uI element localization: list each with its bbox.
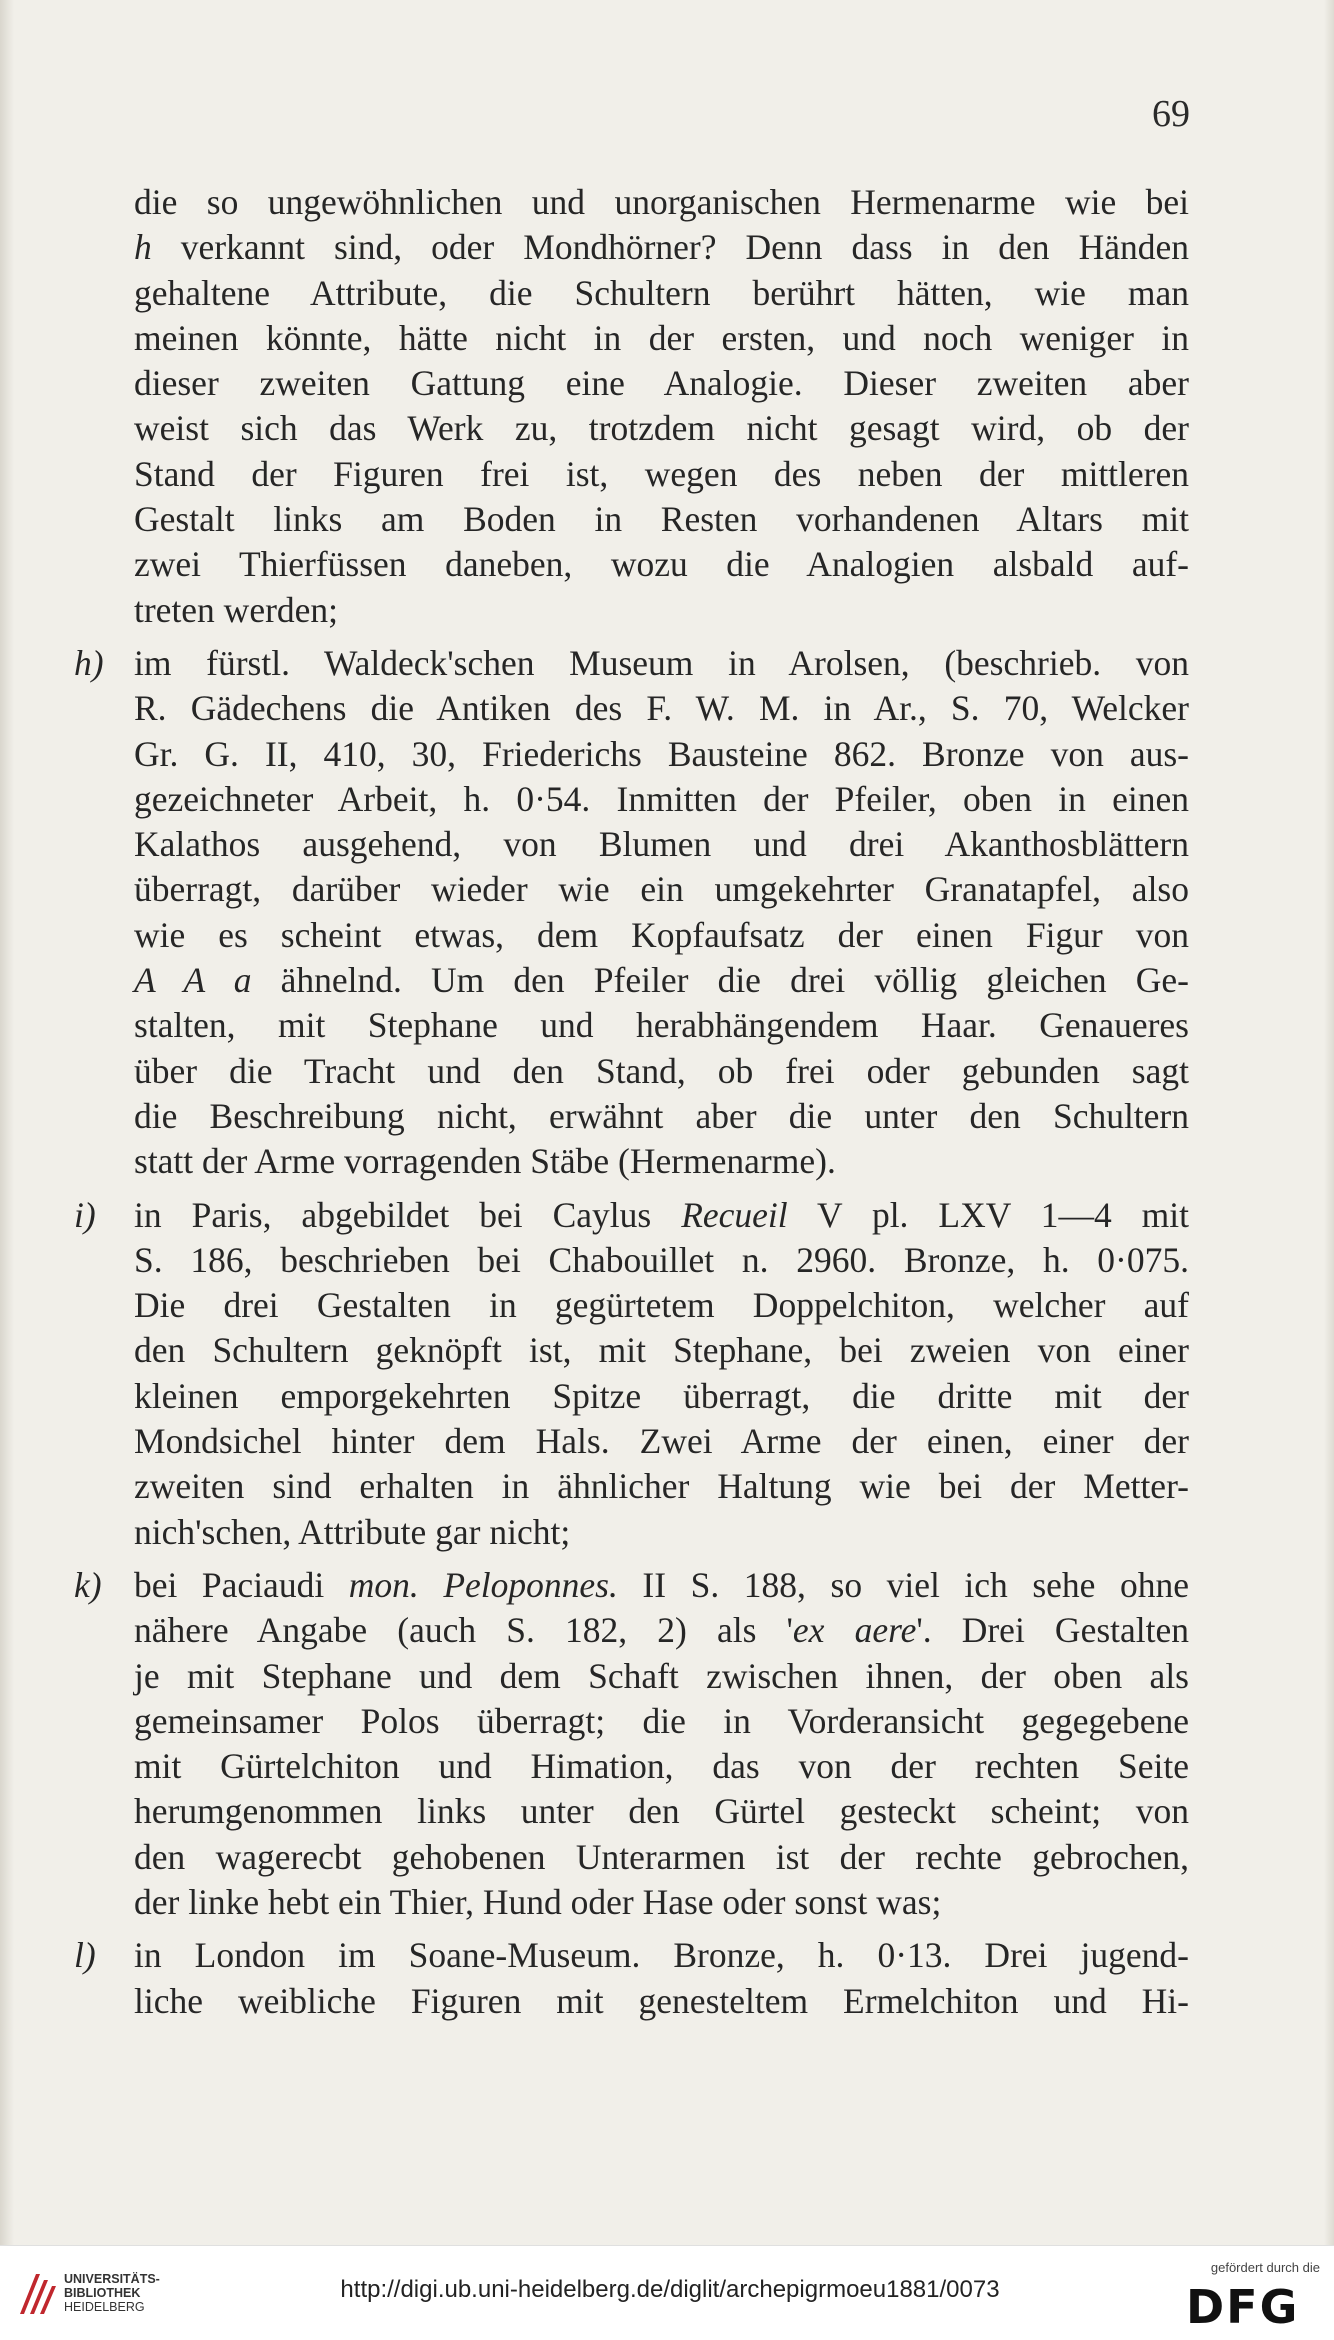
text-segment: überragt, darüber wieder wie ein umgekehrter Granatapfel, also bbox=[134, 869, 1189, 910]
text-segment: V pl. LXV 1—4 mit bbox=[787, 1194, 1189, 1235]
italic-text: ex aere bbox=[792, 1610, 917, 1651]
text-line bbox=[134, 180, 1189, 225]
text-segment: nähere Angabe (auch S. 182, 2) als ' bbox=[134, 1610, 793, 1651]
text-line bbox=[134, 588, 1189, 633]
text-segment: den Schultern geknöpft ist, mit Stephane, bei zweien von einer bbox=[134, 1330, 1189, 1371]
text-segment: in Paris, abgebildet bei Caylus bbox=[134, 1194, 682, 1235]
text-line bbox=[134, 686, 1189, 731]
library-name-line-3: HEIDELBERG bbox=[64, 2300, 145, 2314]
italic-text: Recueil bbox=[681, 1194, 788, 1235]
text-segment: S. 186, beschrieben bei Chabouillet n. 2960. Bronze, h. 0·075. bbox=[134, 1239, 1189, 1280]
text-segment: liche weibliche Figuren mit genesteltem Ermelchiton und Hi- bbox=[134, 1980, 1189, 2021]
text-segment: statt der Arme vorragenden Stäbe (Hermenarme). bbox=[134, 1141, 836, 1182]
text-line bbox=[134, 732, 1189, 777]
text-segment: stalten, mit Stephane und herabhängendem Haar. Genaueres bbox=[134, 1005, 1189, 1046]
text-line bbox=[134, 1049, 1189, 1094]
page-edge-shadow bbox=[1324, 0, 1334, 2245]
text-line bbox=[134, 1789, 1189, 1834]
entry-gap bbox=[134, 1185, 1189, 1193]
text-line bbox=[74, 1933, 1189, 1978]
text-line bbox=[134, 822, 1189, 867]
text-line bbox=[134, 913, 1189, 958]
text-segment: Die drei Gestalten in gegürtetem Doppelchiton, welcher auf bbox=[134, 1285, 1189, 1326]
page-spine-shadow bbox=[0, 0, 14, 2245]
library-name bbox=[64, 2272, 160, 2314]
text-segment: Kalathos ausgehend, von Blumen und drei Akanthosblättern bbox=[134, 824, 1189, 865]
text-line bbox=[134, 1328, 1189, 1373]
text-segment: gemeinsamer Polos überragt; die in Vorderansicht gegegebene bbox=[134, 1700, 1189, 1741]
text-line bbox=[134, 1699, 1189, 1744]
library-name-line-1: UNIVERSITÄTS- bbox=[64, 2272, 160, 2286]
text-segment: im fürstl. Waldeck'schen Museum in Arolsen, (beschrieb. von bbox=[134, 642, 1189, 683]
text-line bbox=[134, 1979, 1189, 2024]
entry-gap bbox=[134, 1925, 1189, 1933]
entry-gap bbox=[134, 633, 1189, 641]
text-line bbox=[134, 1464, 1189, 1509]
text-line bbox=[134, 271, 1189, 316]
text-segment: die Beschreibung nicht, erwähnt aber die unter den Schultern bbox=[134, 1095, 1189, 1136]
text-segment: in London im Soane-Museum. Bronze, h. 0·13. Drei jugend- bbox=[134, 1935, 1189, 1976]
text-line bbox=[134, 1238, 1189, 1283]
entry-marker: k) bbox=[74, 1564, 102, 1605]
text-segment: Stand der Figuren frei ist, wegen des neben der mittleren bbox=[134, 453, 1189, 494]
text-segment: zwei Thierfüssen daneben, wozu die Analogien alsbald auf- bbox=[134, 544, 1189, 585]
entry-marker: i) bbox=[74, 1194, 96, 1235]
text-line bbox=[134, 406, 1189, 451]
text-segment: Mondsichel hinter dem Hals. Zwei Arme der einen, einer der bbox=[134, 1421, 1189, 1462]
text-line bbox=[134, 1283, 1189, 1328]
text-line bbox=[134, 361, 1189, 406]
text-line bbox=[134, 1744, 1189, 1789]
text-line bbox=[134, 1139, 1189, 1184]
text-segment: verkannt sind, oder Mondhörner? Denn dass in den Händen bbox=[151, 227, 1189, 268]
text-line bbox=[74, 1193, 1189, 1238]
text-segment: gehaltene Attribute, die Schultern berührt hätten, wie man bbox=[134, 272, 1189, 313]
text-segment: je mit Stephane und dem Schaft zwischen ihnen, der oben als bbox=[134, 1655, 1189, 1696]
text-segment: herumgenommen links unter den Gürtel gesteckt scheint; von bbox=[134, 1791, 1189, 1832]
text-segment: gezeichneter Arbeit, h. 0·54. Inmitten der Pfeiler, oben in einen bbox=[134, 778, 1189, 819]
text-line bbox=[134, 958, 1189, 1003]
text-line bbox=[134, 1654, 1189, 1699]
text-segment: Gestalt links am Boden in Resten vorhandenen Altars mit bbox=[134, 499, 1189, 540]
text-line bbox=[134, 867, 1189, 912]
text-segment: treten werden; bbox=[134, 589, 339, 630]
funder-note: gefördert durch die bbox=[1210, 2260, 1320, 2275]
italic-text: mon. Peloponnes. bbox=[348, 1564, 618, 1605]
body-text bbox=[74, 180, 1190, 2024]
entry-marker: l) bbox=[74, 1935, 96, 1976]
text-segment: über die Tracht und den Stand, ob frei oder gebunden sagt bbox=[134, 1050, 1189, 1091]
text-line bbox=[134, 225, 1189, 270]
text-line bbox=[134, 1835, 1189, 1880]
text-line bbox=[134, 452, 1189, 497]
text-line bbox=[134, 1003, 1189, 1048]
text-line bbox=[134, 1374, 1189, 1419]
text-line bbox=[134, 1094, 1189, 1139]
text-segment: R. Gädechens die Antiken des F. W. M. in Ar., S. 70, Welcker bbox=[134, 688, 1189, 729]
text-line bbox=[134, 1419, 1189, 1464]
text-segment: '. Drei Gestalten bbox=[916, 1610, 1189, 1651]
text-segment: Gr. G. II, 410, 30, Friederichs Bausteine 862. Bronze von aus- bbox=[134, 733, 1189, 774]
italic-text: h bbox=[134, 227, 152, 268]
text-segment: weist sich das Werk zu, trotzdem nicht gesagt wird, ob der bbox=[134, 408, 1189, 449]
permalink-url[interactable]: http://digi.ub.uni-heidelberg.de/diglit/archepigrmoeu1881/0073 bbox=[340, 2276, 1000, 2303]
text-segment: zweiten sind erhalten in ähnlicher Haltung wie bei der Metter- bbox=[134, 1466, 1189, 1507]
text-segment: II S. 188, so viel ich sehe ohne bbox=[617, 1564, 1190, 1605]
text-line bbox=[134, 1510, 1189, 1555]
text-segment: die so ungewöhnlichen und unorganischen Hermenarme wie bei bbox=[134, 182, 1189, 222]
text-line bbox=[134, 1880, 1189, 1925]
page-number: 69 bbox=[1152, 93, 1190, 135]
text-line bbox=[134, 1608, 1189, 1653]
italic-text: A A a bbox=[134, 960, 252, 1001]
text-segment: nich'schen, Attribute gar nicht; bbox=[134, 1511, 571, 1552]
text-segment: wie es scheint etwas, dem Kopfaufsatz der einen Figur von bbox=[134, 914, 1189, 955]
text-segment: den wagerecbt gehobenen Unterarmen ist der rechte gebrochen, bbox=[134, 1836, 1189, 1877]
text-line bbox=[134, 497, 1189, 542]
text-line bbox=[134, 777, 1189, 822]
text-line bbox=[74, 641, 1189, 686]
text-segment: der linke hebt ein Thier, Hund oder Hase oder sonst was; bbox=[134, 1881, 942, 1922]
entry-gap bbox=[134, 1555, 1189, 1563]
text-segment: kleinen emporgekehrten Spitze überragt, die dritte mit der bbox=[134, 1375, 1189, 1416]
university-library-logo-icon bbox=[16, 2270, 58, 2316]
text-line bbox=[74, 1563, 1190, 1608]
library-name-line-2: BIBLIOTHEK bbox=[64, 2286, 141, 2300]
entry-marker: h) bbox=[74, 642, 104, 683]
text-segment: ähnelnd. Um den Pfeiler die drei völlig gleichen Ge- bbox=[251, 960, 1189, 1001]
digitization-footer bbox=[0, 2245, 1334, 2340]
text-segment: bei Paciaudi bbox=[134, 1564, 349, 1605]
text-segment: dieser zweiten Gattung eine Analogie. Dieser zweiten aber bbox=[134, 363, 1189, 404]
text-segment: meinen könnte, hätte nicht in der ersten, und noch weniger in bbox=[134, 317, 1189, 358]
text-segment: mit Gürtelchiton und Himation, das von der rechten Seite bbox=[134, 1746, 1189, 1787]
text-line bbox=[134, 542, 1189, 587]
text-line bbox=[134, 316, 1189, 361]
dfg-logo: DFG bbox=[1186, 2280, 1300, 2334]
